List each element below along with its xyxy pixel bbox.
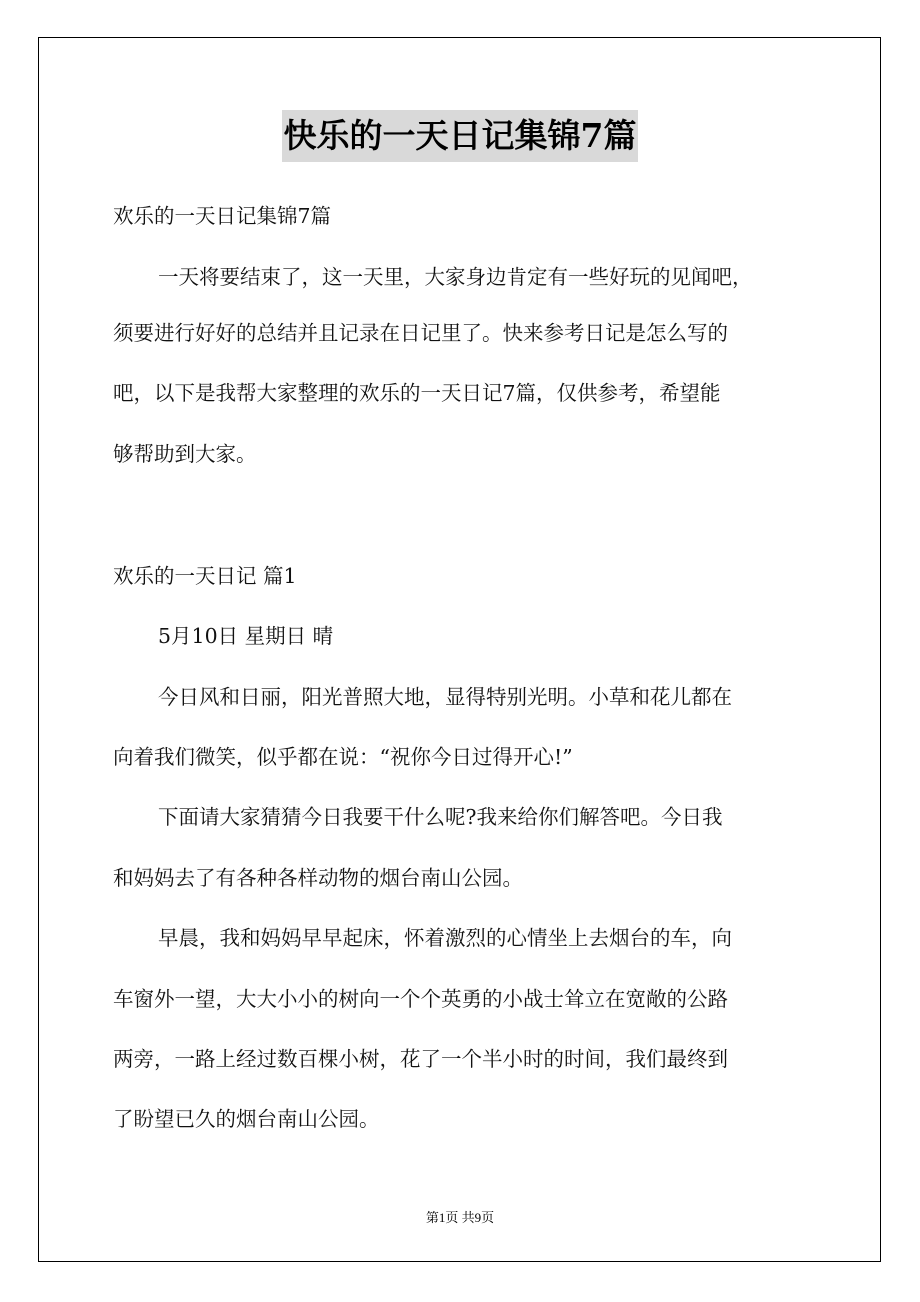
title-container: [0, 110, 920, 162]
paragraph-line: 两旁，一路上经过数百棵小树，花了一个半小时的时间，我们最终到: [113, 1047, 728, 1071]
section-heading: 欢乐的一天日记 篇1: [113, 564, 297, 588]
diary-date: 5月10日 星期日 晴: [158, 624, 334, 648]
paragraph-line: 早晨，我和妈妈早早起床，怀着激烈的心情坐上去烟台的车，向: [158, 926, 732, 950]
intro-line: 一天将要结束了，这一天里，大家身边肯定有一些好玩的见闻吧，: [158, 265, 753, 289]
document-title: 快乐的一天日记集锦7篇: [282, 110, 639, 162]
paragraph-line: 今日风和日丽，阳光普照大地，显得特别光明。小草和花儿都在: [158, 685, 732, 709]
paragraph-line: 下面请大家猜猜今日我要干什么呢?我来给你们解答吧。今日我: [158, 805, 723, 829]
page-footer: 第1页 共9页: [425, 1210, 495, 1225]
paragraph-line: 和妈妈去了有各种各样动物的烟台南山公园。: [113, 866, 523, 890]
intro-line: 吧，以下是我帮大家整理的欢乐的一天日记7篇，仅供参考，希望能: [113, 381, 721, 405]
paragraph-line: 向着我们微笑，似乎都在说：“祝你今日过得开心!”: [113, 745, 573, 769]
intro-line: 须要进行好好的总结并且记录在日记里了。快来参考日记是怎么写的: [113, 321, 728, 345]
paragraph-line: 车窗外一望，大大小小的树向一个个英勇的小战士耸立在宽敞的公路: [113, 987, 728, 1011]
intro-line: 够帮助到大家。: [113, 442, 257, 466]
subtitle: 欢乐的一天日记集锦7篇: [113, 204, 332, 228]
paragraph-line: 了盼望已久的烟台南山公园。: [113, 1107, 380, 1131]
